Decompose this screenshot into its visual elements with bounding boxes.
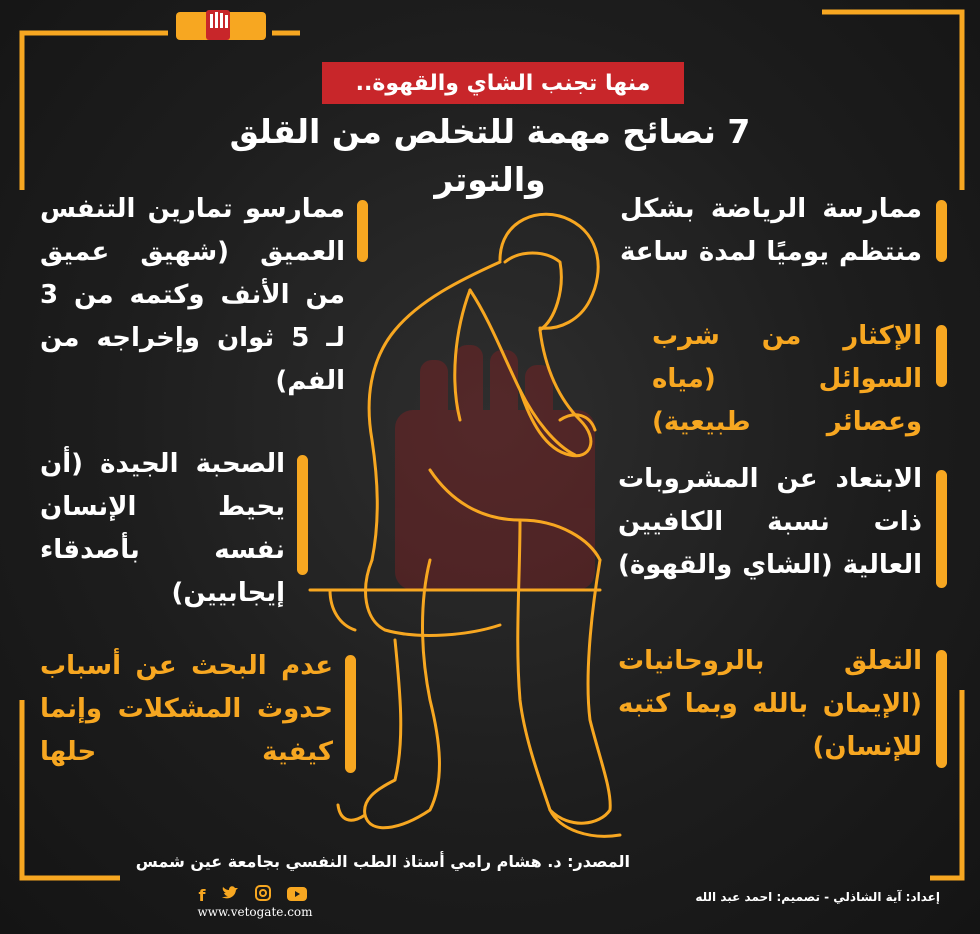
design-credit: إعداد: آية الشاذلي - تصميم: احمد عبد الله [695, 890, 940, 904]
tip-marker [936, 650, 947, 768]
tip-spiritual: التعلق بالروحانيات (الإيمان بالله وبما كتبه للإنسان) [618, 646, 922, 762]
social-links [188, 884, 318, 906]
tip-exercise: ممارسة الرياضة بشكل منتظم يوميًا لمدة ساعة [620, 194, 922, 267]
tip-marker [297, 455, 308, 575]
tip-caffeine: الابتعاد عن المشروبات ذات نسبة الكافيين العالية (الشاي والقهوة) [618, 464, 922, 580]
tip-fluids: الإكثار من شرب السوائل (مياه وعصائر طبيعية) [652, 321, 922, 437]
tip-marker [357, 200, 368, 262]
facebook-icon[interactable]: f [198, 885, 206, 905]
tip-causes: عدم البحث عن أسباب حدوث المشكلات وإنما كيفية حلها [40, 651, 333, 767]
tip-breathing: ممارسو تمارين التنفس العميق (شهيق عميق من الأنف وكتمه من 3 لـ 5 ثوان وإخراجه من الفم) [40, 194, 345, 396]
instagram-icon[interactable] [255, 885, 271, 905]
tip-marker [936, 325, 947, 387]
youtube-icon[interactable] [287, 886, 307, 905]
subtitle-badge: منها تجنب الشاي والقهوة.. [322, 62, 684, 104]
page-title: 7 نصائح مهمة للتخلص من القلق والتوتر [229, 112, 751, 199]
twitter-icon[interactable] [221, 885, 239, 905]
tip-marker [936, 470, 947, 588]
source-credit: المصدر: د. هشام رامي أستاذ الطب النفسي بجامعة عين شمس [135, 852, 630, 871]
website-url[interactable]: www.vetogate.com [197, 905, 313, 919]
tip-company: الصحبة الجيدة (أن يحيط الإنسان نفسه بأصدقاء إيجابيين) [40, 449, 285, 608]
tip-marker [936, 200, 947, 262]
tip-marker [345, 655, 356, 773]
